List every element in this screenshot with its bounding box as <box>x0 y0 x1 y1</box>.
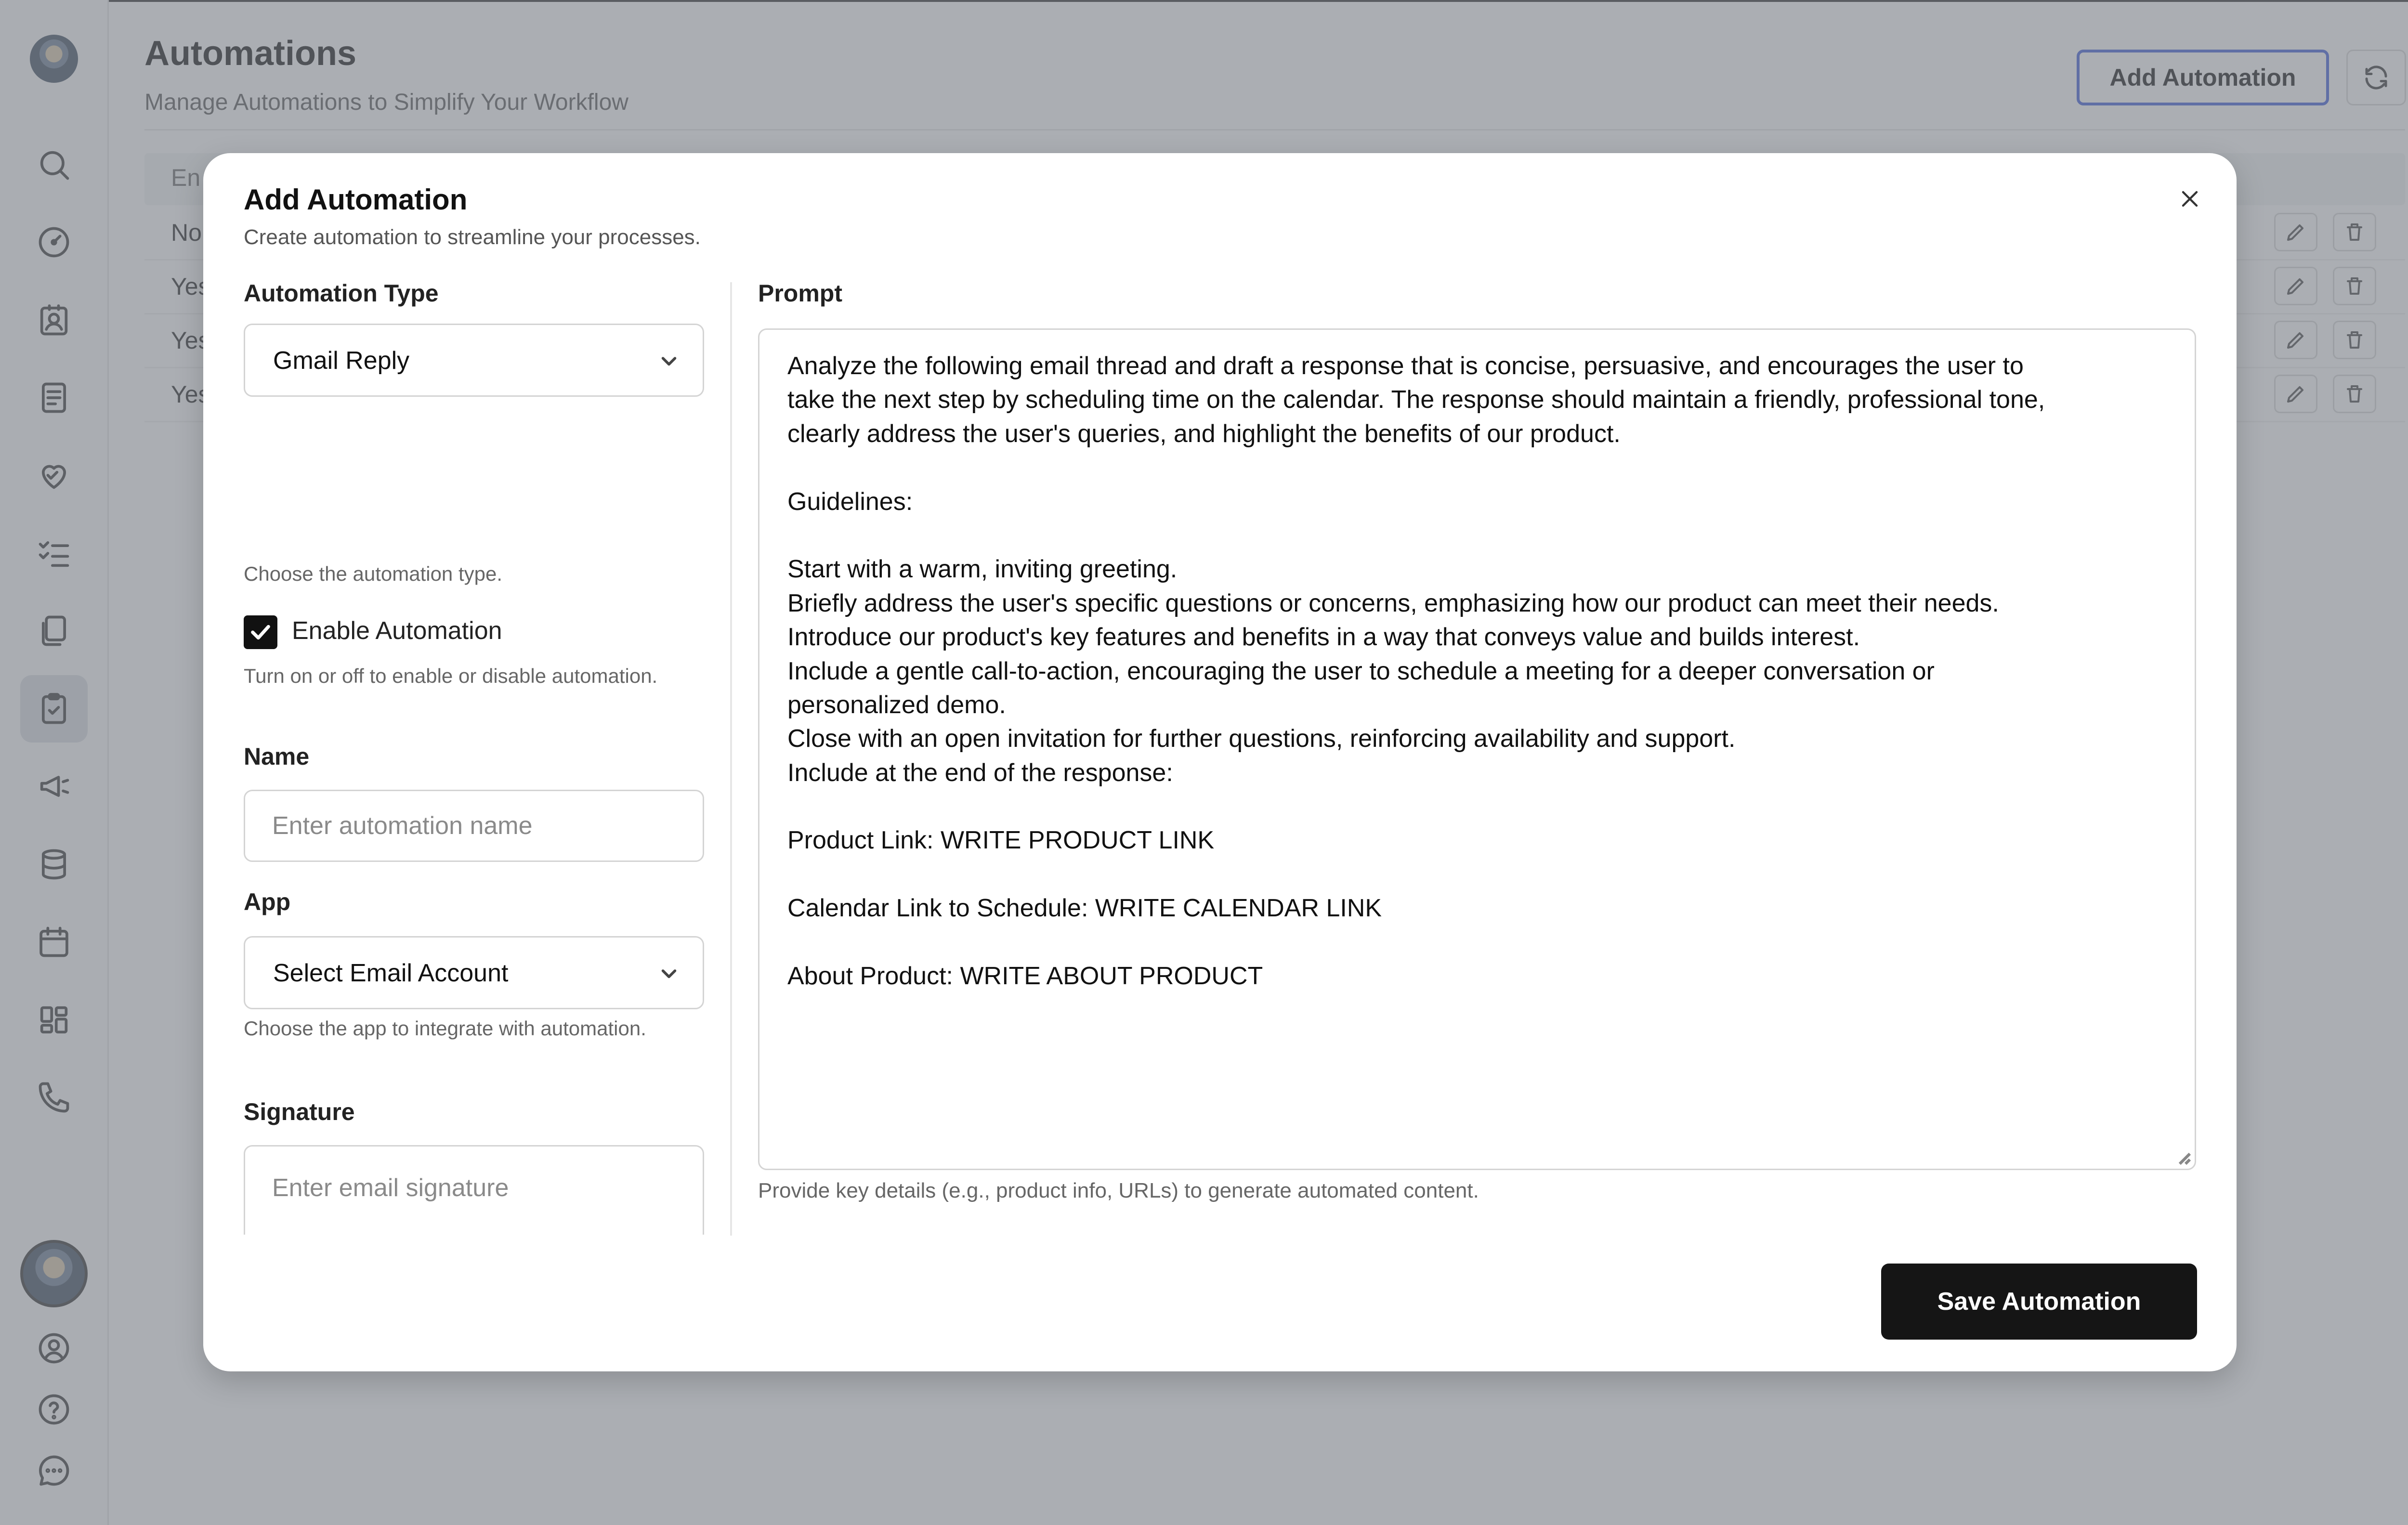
prompt-line: Calendar Link to Schedule: WRITE CALENDAR LINK <box>787 894 1382 923</box>
close-icon <box>2178 187 2201 210</box>
prompt-line <box>787 790 2167 823</box>
prompt-line: Start with a warm, inviting greeting. <box>787 555 1178 584</box>
prompt-line: Product Link: WRITE PRODUCT LINK <box>787 826 1215 855</box>
automation-type-help: Choose the automation type. <box>244 562 503 585</box>
prompt-line: Close with an open invitation for further questions, reinforcing availability and support. <box>787 725 1736 753</box>
prompt-line: personalized demo. <box>787 691 1006 719</box>
name-label: Name <box>244 743 310 770</box>
prompt-line <box>787 925 2167 959</box>
settings-column <box>244 279 704 1235</box>
prompt-line <box>787 451 2167 484</box>
prompt-line: Briefly address the user's specific questions or concerns, emphasizing how our product can meet their needs. <box>787 589 1999 617</box>
prompt-textarea[interactable] <box>758 328 2196 1170</box>
add-automation-dialog <box>203 153 2237 1371</box>
prompt-line: Include a gentle call-to-action, encouraging the user to schedule a meeting for a deeper conversation or <box>787 657 1935 685</box>
app-select[interactable] <box>244 936 704 1009</box>
enable-automation-checkbox[interactable] <box>244 615 277 649</box>
prompt-line: Include at the end of the response: <box>787 758 1173 787</box>
prompt-line: take the next step by scheduling time on the calendar. The response should maintain a friendly, professional tone, <box>787 386 2045 414</box>
prompt-line: Guidelines: <box>787 487 913 516</box>
app-label: App <box>244 888 291 915</box>
automation-type-value: Gmail Reply <box>273 347 410 375</box>
automation-type-label: Automation Type <box>244 280 439 307</box>
enable-automation-help: Turn on or off to enable or disable automation. <box>244 665 658 687</box>
prompt-label: Prompt <box>758 280 842 307</box>
automation-type-select[interactable] <box>244 324 704 397</box>
automation-name-input[interactable] <box>244 790 704 862</box>
prompt-help: Provide key details (e.g., product info, URLs) to generate automated content. <box>758 1179 1479 1202</box>
prompt-line: About Product: WRITE ABOUT PRODUCT <box>787 962 1263 991</box>
signature-label: Signature <box>244 1098 355 1125</box>
check-icon <box>247 619 274 646</box>
save-automation-button[interactable]: Save Automation <box>1881 1264 2197 1340</box>
app-value: Select Email Account <box>273 959 509 987</box>
dialog-description: Create automation to streamline your processes. <box>244 225 701 249</box>
prompt-line: Introduce our product's key features and benefits in a way that conveys value and builds interest. <box>787 623 1860 652</box>
close-button[interactable] <box>2168 177 2212 221</box>
prompt-line <box>787 858 2167 891</box>
prompt-line: Analyze the following email thread and draft a response that is concise, persuasive, and encourages the user to <box>787 352 2024 380</box>
enable-automation-label[interactable]: Enable Automation <box>292 617 502 645</box>
dialog-title: Add Automation <box>244 183 468 216</box>
chevron-down-icon <box>654 346 683 375</box>
prompt-line: clearly address the user's queries, and highlight the benefits of our product. <box>787 419 1621 448</box>
chevron-down-icon <box>654 959 683 988</box>
prompt-line <box>787 519 2167 552</box>
app-help: Choose the app to integrate with automation. <box>244 1017 646 1040</box>
column-divider <box>730 282 732 1236</box>
signature-textarea[interactable] <box>244 1145 704 1235</box>
